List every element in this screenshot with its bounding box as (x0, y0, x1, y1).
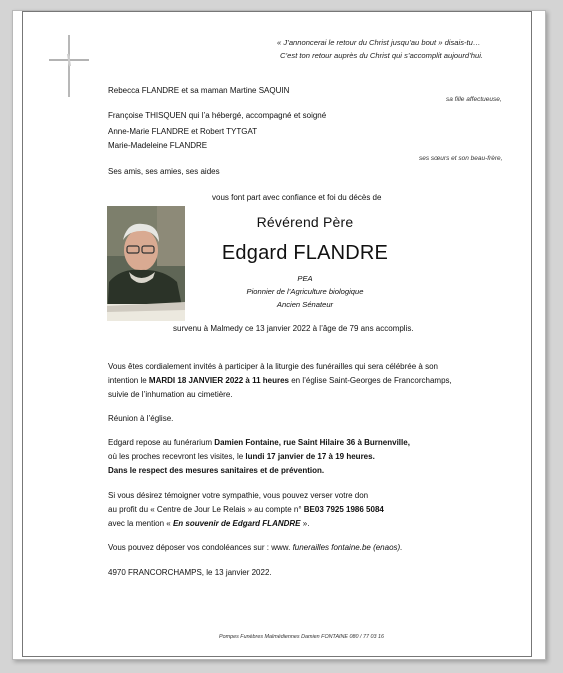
funeral-line-3: suivie de l’inhumation au cimetière. (108, 390, 233, 399)
visits-time: lundi 17 janvier de 17 à 19 heures. (245, 452, 375, 461)
place-date: 4970 FRANCORCHAMPS, le 13 janvier 2022. (108, 568, 272, 577)
deceased-photo (107, 206, 185, 321)
family-line-2: Françoise THISQUEN qui l’a hébergé, accompagné et soigné (108, 111, 327, 120)
reunion-line: Réunion à l’église. (108, 414, 174, 423)
family-line-1: Rebecca FLANDRE et sa maman Martine SAQUIN (108, 86, 290, 95)
deceased-role-2: Pionnier de l’Agriculture biologique (246, 287, 364, 296)
donation-line-2-text: au profit du « Centre de Jour Le Relais » au compte n° (108, 505, 304, 514)
family-line-5: Ses amis, ses amies, ses aides (108, 167, 220, 176)
bank-account: BE03 7925 1986 5084 (303, 505, 384, 514)
announce-line: vous font part avec confiance et foi du décès de (212, 193, 382, 202)
visits-line-2 (108, 452, 375, 461)
cross-icon (48, 34, 90, 98)
deceased-role-1: PEA (297, 274, 313, 283)
donation-line-3-end: ». (300, 519, 310, 528)
visits-line-1 (108, 438, 410, 447)
death-line: survenu à Malmedy ce 13 janvier 2022 à l’âge de 79 ans accomplis. (173, 324, 414, 333)
family-note-2: ses sœurs et son beau-frère, (419, 155, 503, 162)
deceased-name: Edgard FLANDRE (221, 242, 389, 264)
condolences-line (108, 543, 402, 552)
visits-line-2-text: où les proches recevront les visites, le (108, 452, 246, 461)
visits-line-3: Dans le respect des mesures sanitaires et de prévention. (108, 466, 325, 475)
condolences-link[interactable]: funerailles fontaine.be (292, 543, 371, 552)
donation-line-3-text: avec la mention « (108, 519, 173, 528)
funeral-location: en l’église Saint-Georges de Francorchamps, (289, 376, 452, 385)
deceased-title: Révérend Père (256, 214, 354, 230)
donation-line-3 (108, 519, 309, 528)
donation-mention: En souvenir de Edgard FLANDRE (172, 519, 301, 528)
quote-line-1: « J’annoncerai le retour du Christ jusqu’au bout » disais-tu… (277, 38, 481, 47)
family-note-1: sa fille affectueuse, (446, 96, 502, 103)
footer-funeral-home: Pompes Funèbres Malmédiennes Damien FONTAINE 080 / 77 03 16 (219, 634, 384, 640)
funeral-line-2 (108, 376, 452, 385)
visits-line-1-text: Edgard repose au funérarium (108, 438, 215, 447)
funeral-datetime: MARDI 18 JANVIER 2022 à 11 heures (148, 376, 289, 385)
funerarium-address: Damien Fontaine, rue Saint Hilaire 36 à Burnenville, (214, 438, 410, 447)
quote-line-2: C’est ton retour auprès du Christ qui s’accomplit aujourd’hui. (280, 51, 484, 60)
donation-line-2 (108, 505, 384, 514)
condolences-suffix: (enaos). (370, 543, 403, 552)
funeral-line-1: Vous êtes cordialement invités à participer à la liturgie des funérailles qui sera célébrée à son (108, 362, 438, 371)
family-line-4: Marie-Madeleine FLANDRE (108, 141, 208, 150)
funeral-line-2-text: intention le (108, 376, 149, 385)
deceased-role-3: Ancien Sénateur (276, 300, 334, 309)
condolences-text: Vous pouvez déposer vos condoléances sur : www. (108, 543, 293, 552)
page-border (22, 11, 532, 657)
family-line-3: Anne-Marie FLANDRE et Robert TYTGAT (108, 127, 258, 136)
donation-line-1: Si vous désirez témoigner votre sympathie, vous pouvez verser votre don (108, 491, 369, 500)
